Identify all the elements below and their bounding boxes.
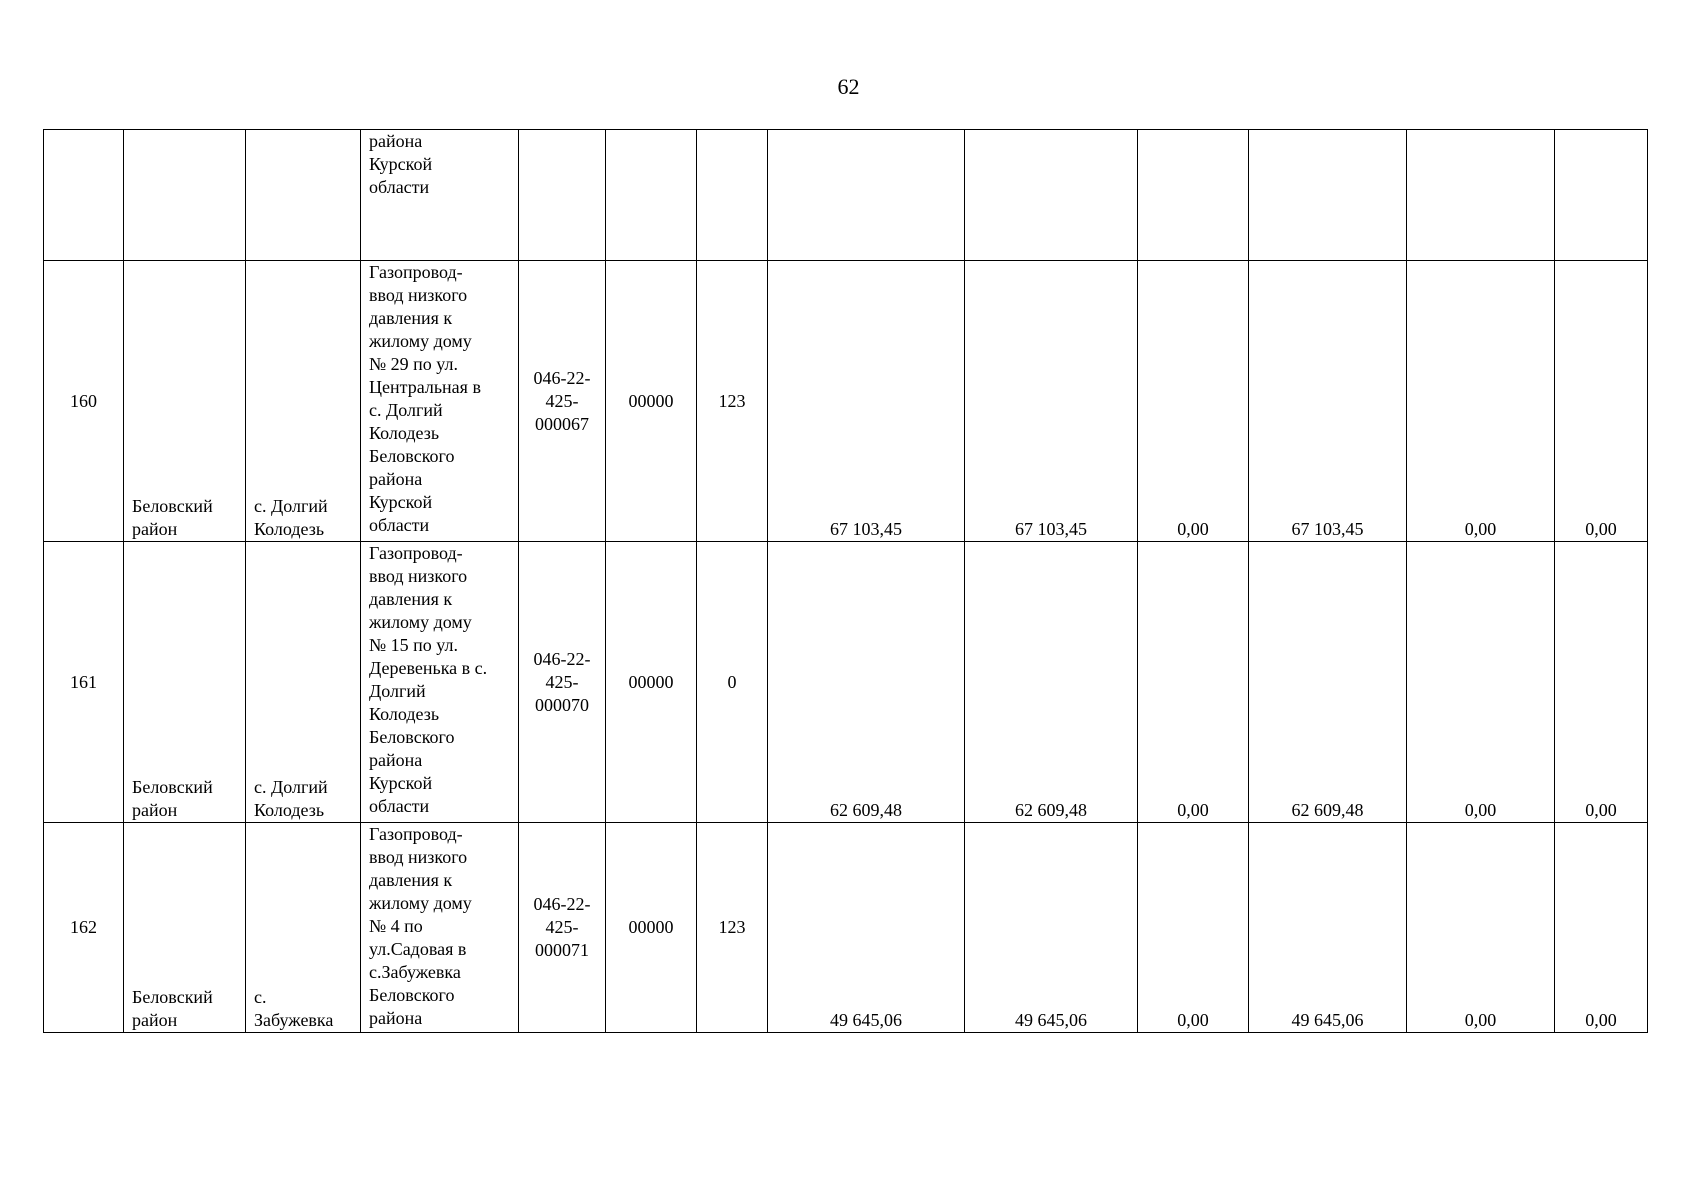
cell-empty <box>606 130 697 261</box>
object-name-cell: Газопровод- ввод низкого давления к жилому дому № 29 по ул. Центральная в с. Долгий Колодезь Беловского района Курской области <box>361 261 519 542</box>
code-cell: 00000 <box>606 261 697 542</box>
table-row <box>44 823 1648 1033</box>
code-cell: 123 <box>697 823 768 1033</box>
cell-empty <box>965 130 1138 261</box>
value-cell: 49 645,06 <box>965 823 1138 1033</box>
district-cell: Беловский район <box>124 542 246 823</box>
cadastral-number-cell: 046-22- 425- 000067 <box>519 261 606 542</box>
value-cell: 62 609,48 <box>965 542 1138 823</box>
value-cell: 0,00 <box>1138 261 1249 542</box>
cell-empty <box>246 130 361 261</box>
district-cell: Беловский район <box>124 823 246 1033</box>
value-cell: 67 103,45 <box>965 261 1138 542</box>
value-cell: 0,00 <box>1555 542 1648 823</box>
cell-empty <box>44 130 124 261</box>
cell-empty <box>1407 130 1555 261</box>
value-cell: 0,00 <box>1407 261 1555 542</box>
page-number: 62 <box>837 74 860 99</box>
code-cell: 00000 <box>606 542 697 823</box>
object-name-cell: Газопровод- ввод низкого давления к жилому дому № 4 по ул.Садовая в с.Забужевка Беловского района <box>361 823 519 1033</box>
row-number-cell: 160 <box>44 261 124 542</box>
value-cell: 62 609,48 <box>1249 542 1407 823</box>
code-cell: 123 <box>697 261 768 542</box>
value-cell: 0,00 <box>1138 542 1249 823</box>
value-cell: 67 103,45 <box>1249 261 1407 542</box>
row-number-cell: 161 <box>44 542 124 823</box>
property-registry-table <box>43 129 1648 1033</box>
row-number-cell: 162 <box>44 823 124 1033</box>
value-cell: 0,00 <box>1555 261 1648 542</box>
cell-empty <box>519 130 606 261</box>
settlement-cell: с. Долгий Колодезь <box>246 542 361 823</box>
code-cell: 00000 <box>606 823 697 1033</box>
code-cell: 0 <box>697 542 768 823</box>
value-cell: 67 103,45 <box>768 261 965 542</box>
value-cell: 62 609,48 <box>768 542 965 823</box>
cadastral-number-cell: 046-22- 425- 000071 <box>519 823 606 1033</box>
table-row <box>44 261 1648 542</box>
cell-empty <box>697 130 768 261</box>
settlement-cell: с. Забужевка <box>246 823 361 1033</box>
table-row <box>44 542 1648 823</box>
object-name-cell: Газопровод- ввод низкого давления к жилому дому № 15 по ул. Деревенька в с. Долгий Колодезь Беловского района Курской области <box>361 542 519 823</box>
settlement-cell: с. Долгий Колодезь <box>246 261 361 542</box>
cell-empty <box>1555 130 1648 261</box>
value-cell: 49 645,06 <box>768 823 965 1033</box>
value-cell: 0,00 <box>1407 823 1555 1033</box>
table-row-continuation <box>44 130 1648 261</box>
cadastral-number-cell: 046-22- 425- 000070 <box>519 542 606 823</box>
value-cell: 0,00 <box>1555 823 1648 1033</box>
cell-empty <box>124 130 246 261</box>
value-cell: 0,00 <box>1138 823 1249 1033</box>
cell-empty <box>1138 130 1249 261</box>
cell-empty <box>1249 130 1407 261</box>
object-name-cell: района Курской области <box>361 130 519 261</box>
district-cell: Беловский район <box>124 261 246 542</box>
cell-empty <box>768 130 965 261</box>
value-cell: 49 645,06 <box>1249 823 1407 1033</box>
value-cell: 0,00 <box>1407 542 1555 823</box>
